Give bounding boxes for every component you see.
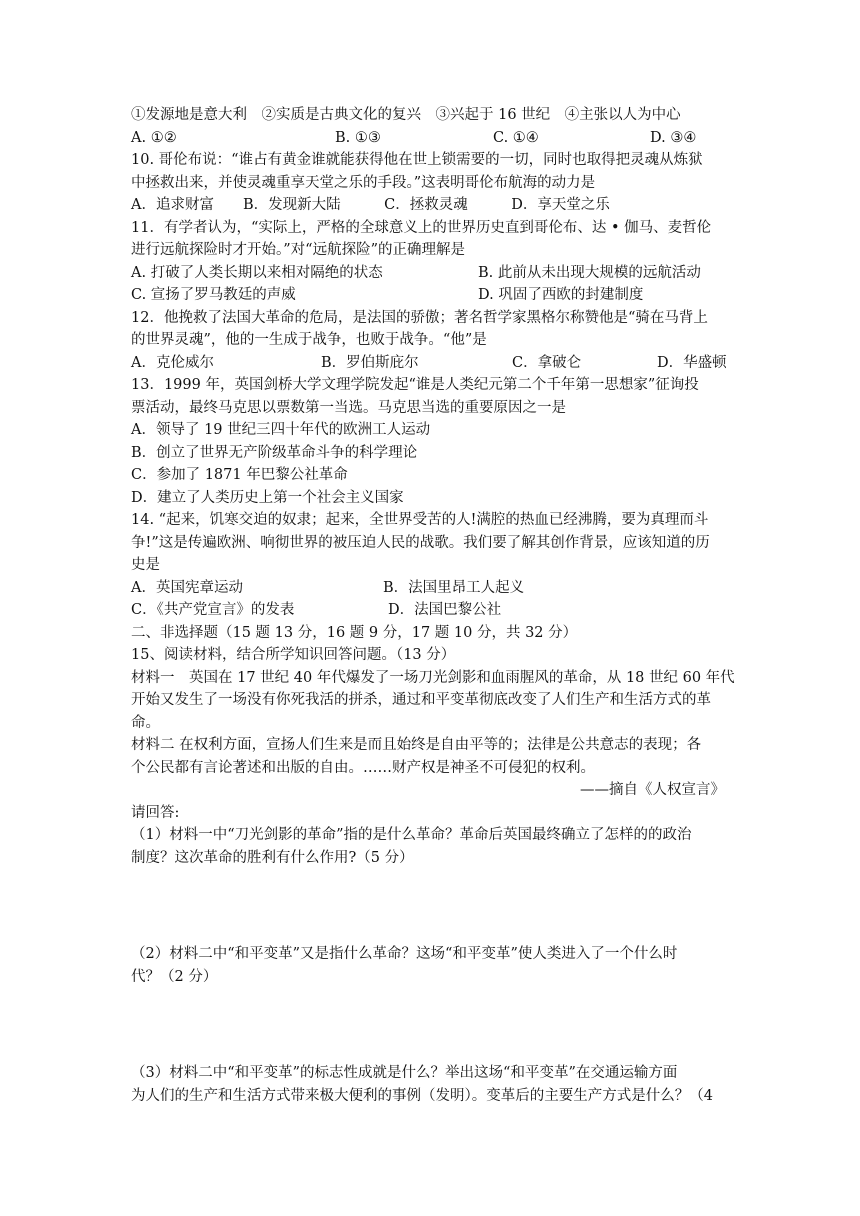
q9-option-b: B. ①③: [335, 129, 381, 146]
q13-option-a: A．领导了 19 世纪三四十年代的欧洲工人运动: [131, 422, 431, 438]
q9-option-c: C. ①④: [493, 129, 539, 146]
q13-option-c: C．参加了 1871 年巴黎公社革命: [131, 467, 348, 483]
q15-material-2-source: ——摘自《人权宣言》: [580, 782, 725, 798]
q12-line-2: 的世界灵魂”，他的一生成于战争，也败于战争。“他”是: [131, 332, 487, 348]
q11-options-row-2: [131, 284, 735, 307]
q13-line-2: 票活动，最终马克思以票数第一当选。马克思当选的重要原因之一是: [131, 399, 566, 416]
q9-stem: ①发源地是意大利 ②实质是古典文化的复兴 ③兴起于 16 世纪 ④主张以人为中心: [131, 107, 681, 123]
q15-title: 15、阅读材料，结合所学知识回答问题。（13 分）: [131, 647, 456, 663]
q13-option-d: D．建立了人类历史上第一个社会主义国家: [131, 489, 404, 506]
q9-option-a: A. ①②: [131, 129, 177, 146]
exam-page: [131, 104, 735, 1107]
q15-material-1-line-3: 命。: [131, 714, 160, 731]
q15-sub-2-line-1: （2）材料二中“和平变革”又是指什么革命？这场“和平变革”使人类进入了一个什么时: [131, 946, 678, 962]
q11-options-row-1: [131, 262, 735, 285]
q10-line-1: 10. 哥伦布说：“谁占有黄金谁就能获得他在世上锁需要的一切，同时也取得把灵魂从炼狱: [131, 152, 703, 168]
q11-line-1: 11．有学者认为，“实际上，严格的全球意义上的世界历史直到哥伦布、达 • 伽马、麦哲伦: [131, 219, 712, 236]
q14-line-3: 史是: [131, 557, 160, 573]
q15-sub-2-line-2: 代？（2 分）: [131, 968, 218, 985]
q15-ask: 请回答:: [131, 804, 180, 821]
q11-line-2: 进行远航探险时才开始。”对“远航探险”的正确理解是: [131, 242, 465, 258]
q10-options: A．追求财富 B．发现新大陆 C．拯救灵魂 D．享天堂之乐: [131, 197, 610, 213]
q12-option-a: A．克伦威尔: [131, 354, 214, 371]
q13-option-b: B．创立了世界无产阶级革命斗争的科学理论: [131, 444, 418, 461]
q15-material-2-line-2: 个公民都有言论著述和出版的自由。……财产权是神圣不可侵犯的权利。: [131, 759, 595, 776]
q12-option-c: C．拿破仑: [512, 354, 582, 371]
section-2-heading: 二、非选择题（15 题 13 分，16 题 9 分，17 题 10 分，共 32 分）: [131, 624, 578, 641]
q11-option-b: B. 此前从未出现大规模的远航活动: [478, 264, 701, 281]
q14-options-row-1: [131, 577, 735, 600]
q9-option-d: D. ③④: [650, 129, 697, 146]
q15-sub-1-line-1: （1）材料一中“刀光剑影的革命”指的是什么革命？革命后英国最终确立了怎样的的政治: [131, 827, 692, 843]
q14-option-b: B．法国里昂工人起义: [383, 579, 525, 596]
answer-space-2: [131, 988, 735, 1062]
q9-options: [131, 127, 735, 150]
q14-line-1: 14. “起来，饥寒交迫的奴隶；起来，全世界受苦的人!满腔的热血已经沸腾，要为真理而斗: [131, 512, 709, 528]
q13-line-1: 13．1999 年，英国剑桥大学文理学院发起“谁是人类纪元第二个千年第一思想家”征询投: [131, 377, 699, 393]
q15-sub-3-line-2: 为人们的生产和生活方式带来极大便利的事例（发明）。变革后的主要生产方式是什么？（4: [131, 1087, 713, 1104]
answer-space-1: [131, 869, 735, 943]
q15-sub-1-line-2: 制度？这次革命的胜利有什么作用?（5 分）: [131, 849, 414, 866]
q14-option-c: C．《共产党宣言》的发表: [131, 602, 295, 618]
q14-line-2: 争!”这是传遍欧洲、响彻世界的被压迫人民的战歌。我们要了解其创作背景，应该知道的历: [131, 534, 710, 551]
q14-option-a: A．英国宪章运动: [131, 579, 243, 596]
q11-option-c: C. 宣扬了罗马教廷的声威: [131, 287, 296, 303]
q15-material-2-line-1: 材料二 在权利方面，宣扬人们生来是而且始终是自由平等的；法律是公共意志的表现；各: [131, 737, 702, 753]
q12-options: [131, 352, 735, 375]
q12-line-1: 12．他挽救了法国大革命的危局，是法国的骄傲；著名哲学家黑格尔称赞他是“骑在马背上: [131, 309, 708, 326]
q10-line-2: 中拯救出来，并使灵魂重享天堂之乐的手段。”这表明哥伦布航海的动力是: [131, 174, 596, 191]
q12-option-b: B．罗伯斯庇尔: [321, 354, 419, 371]
q14-option-d: D．法国巴黎公社: [388, 602, 502, 618]
q11-option-d: D. 巩固了西欧的封建制度: [478, 287, 644, 303]
q14-options-row-2: [131, 599, 735, 622]
q15-sub-3-line-1: （3）材料二中“和平变革”的标志性成就是什么？举出这场“和平变革”在交通运输方面: [131, 1065, 678, 1081]
q15-material-1-line-2: 开始又发生了一场没有你死我活的拼杀，通过和平变革彻底改变了人们生产和生活方式的革: [131, 692, 711, 708]
q15-material-1-line-1: 材料一 英国在 17 世纪 40 年代爆发了一场刀光剑影和血雨腥风的革命，从 18 世纪 60 年代: [131, 669, 735, 686]
q11-option-a: A. 打破了人类长期以来相对隔绝的状态: [131, 264, 383, 281]
q12-option-d: D．华盛顿: [657, 354, 727, 371]
